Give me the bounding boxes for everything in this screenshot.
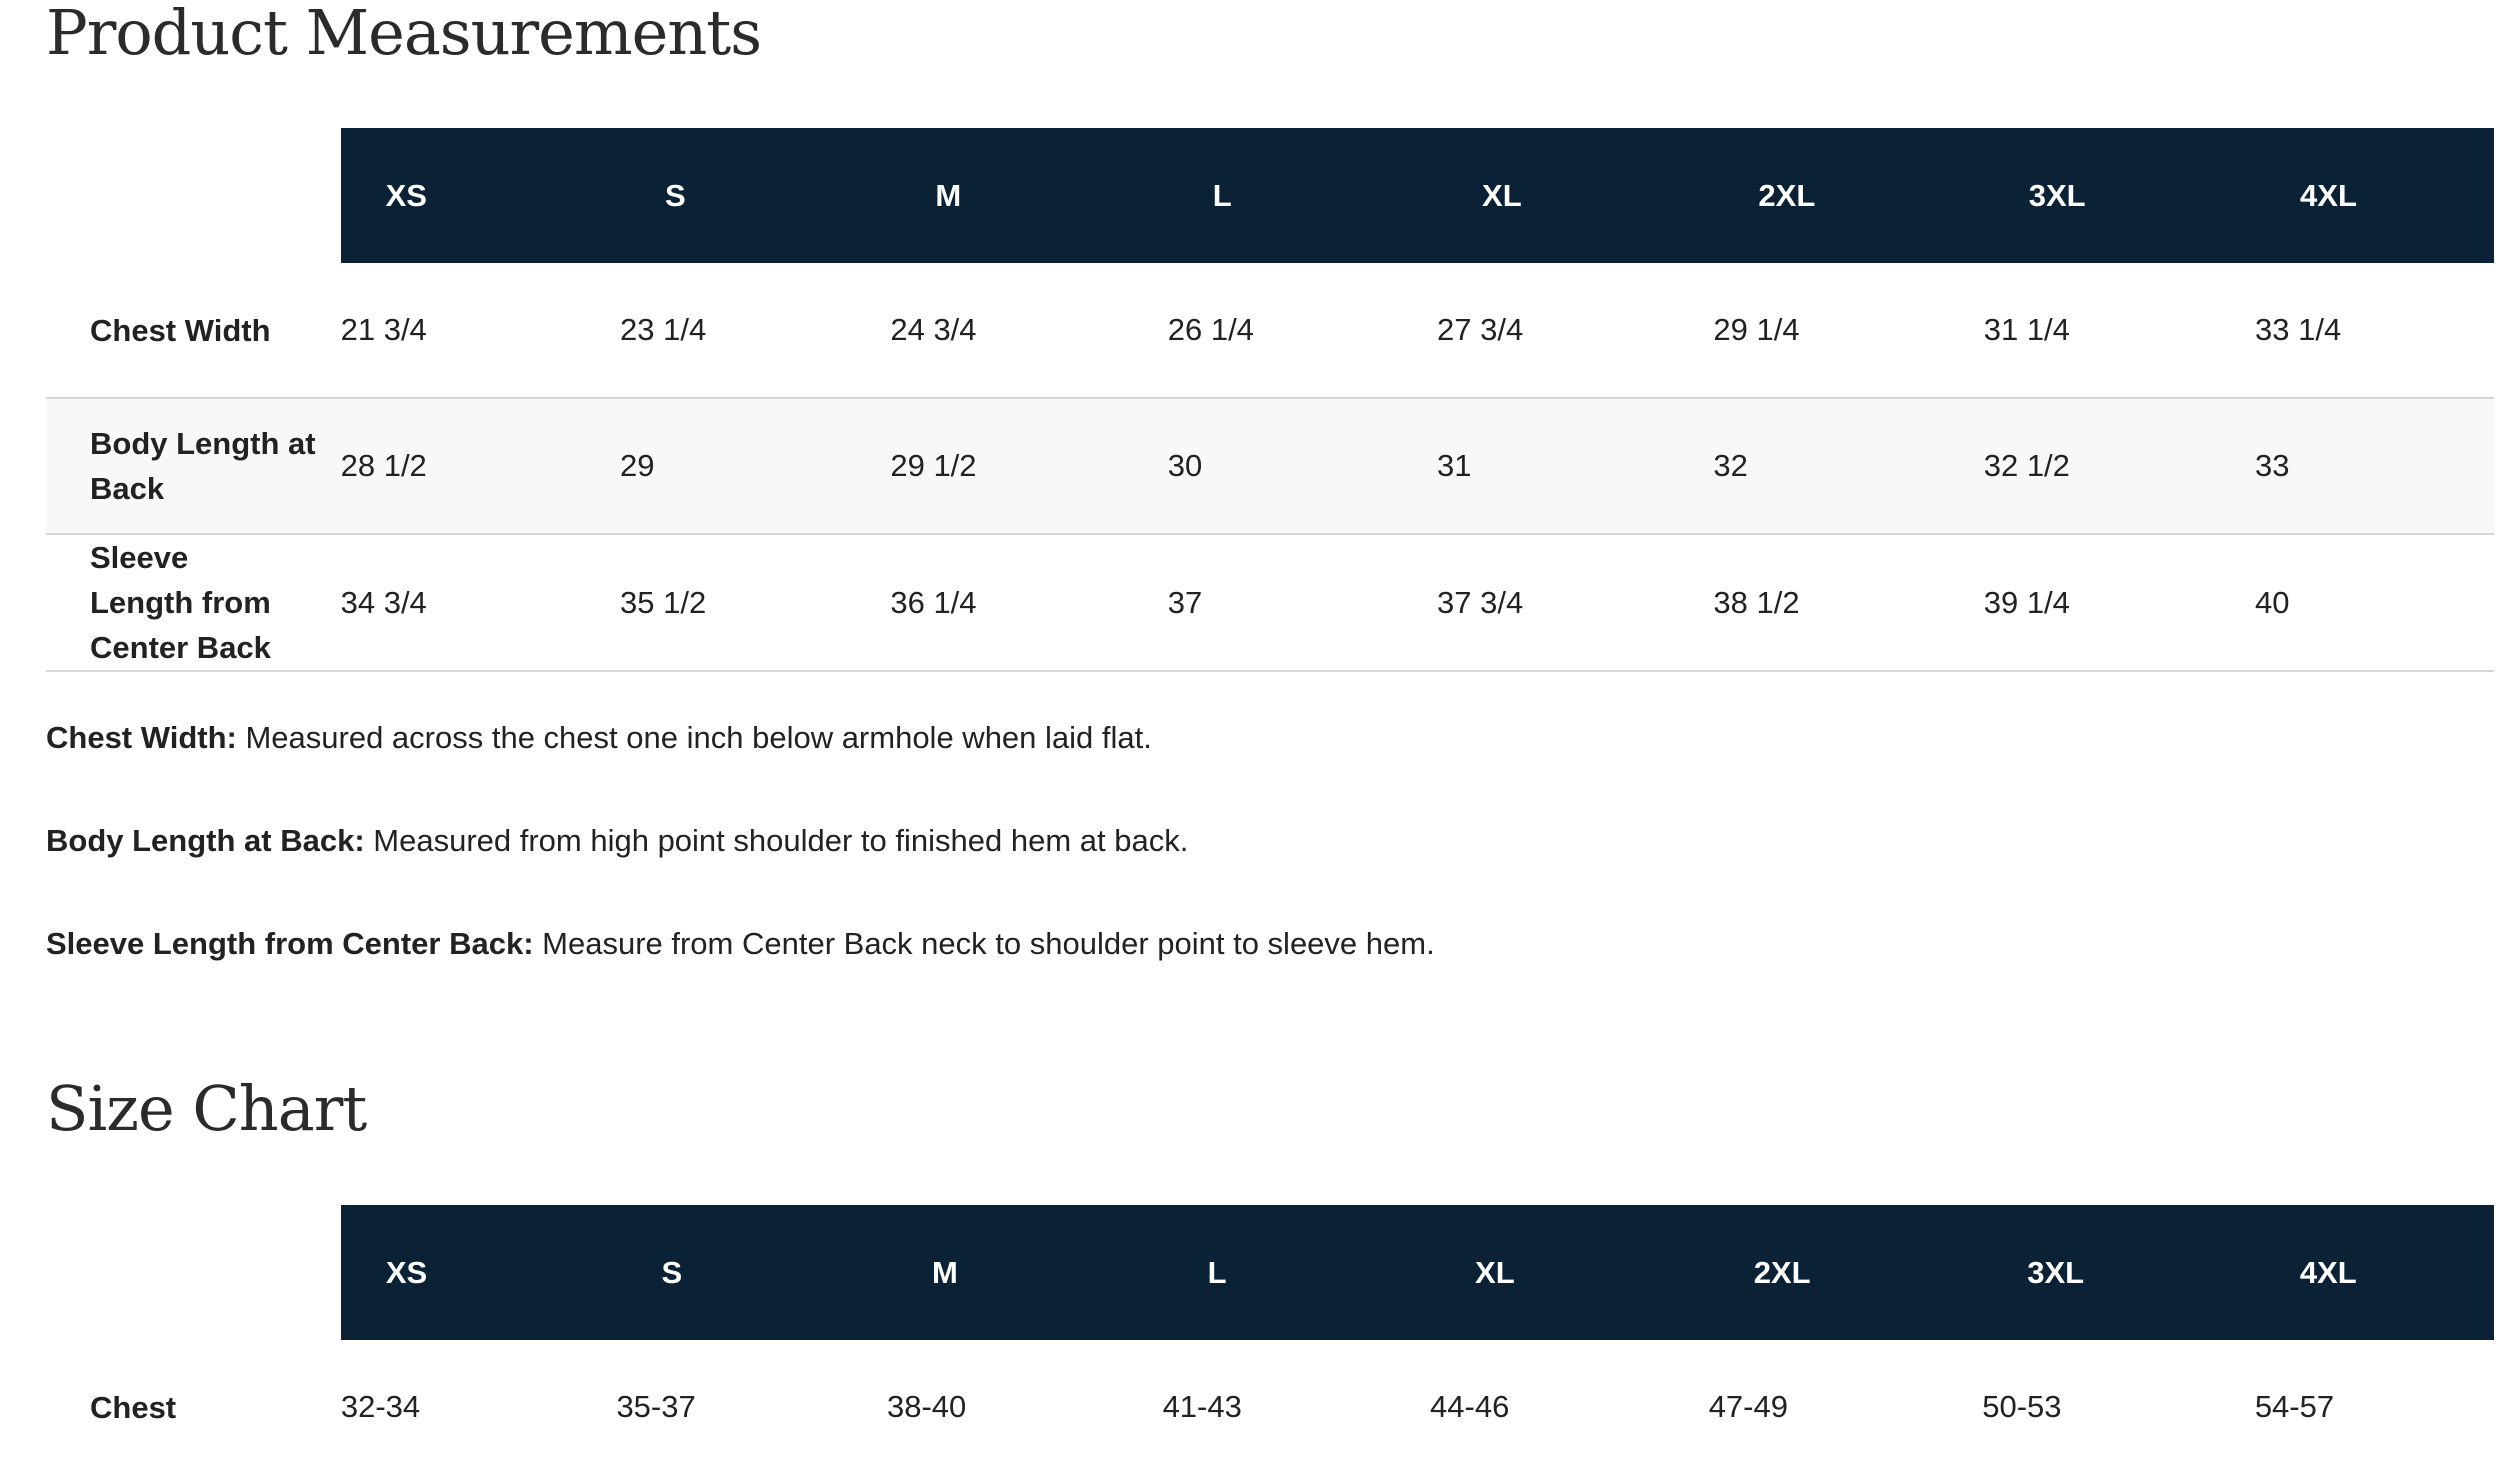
table-cell: 26 1/4 xyxy=(1168,263,1437,398)
table-cell: 33 1/4 xyxy=(2255,263,2494,398)
table-cell: 21 3/4 xyxy=(341,263,620,398)
table-cell: 36 1/4 xyxy=(890,534,1167,671)
size-header: 4XL xyxy=(2255,1205,2494,1340)
table-cell: 28 1/2 xyxy=(341,398,620,534)
table-cell: 24 3/4 xyxy=(890,263,1167,398)
table-cell: 32-34 xyxy=(340,1389,421,1424)
size-header: M xyxy=(887,1205,1163,1340)
header-corner-cell xyxy=(46,128,341,263)
table-row-chest-width xyxy=(46,263,2494,398)
note-term: Body Length at Back: xyxy=(46,823,365,858)
table-cell: 35 1/2 xyxy=(620,534,890,671)
size-chart-heading: Size Chart xyxy=(46,1072,367,1145)
row-label: Sleeve Length from Center Back xyxy=(46,534,341,671)
size-header: L xyxy=(1168,128,1437,263)
table-cell: 38 1/2 xyxy=(1713,534,1983,671)
table-header-row xyxy=(46,1205,2494,1340)
note-chest-width xyxy=(46,718,1435,758)
note-text: Measured from high point shoulder to finished hem at back. xyxy=(364,823,1189,858)
table-cell: 29 1/2 xyxy=(890,398,1167,534)
note-text: Measured across the chest one inch below armhole when laid flat. xyxy=(236,720,1152,755)
table-cell: 33 xyxy=(2255,398,2494,534)
table-cell: 39 1/4 xyxy=(1984,534,2255,671)
table-cell: 44-46 xyxy=(1430,1389,1510,1424)
size-header: 2XL xyxy=(1709,1205,1983,1340)
size-header: S xyxy=(616,1205,887,1340)
note-sleeve-length xyxy=(46,924,1435,964)
row-label: Chest Width xyxy=(46,263,341,398)
product-measurements-table xyxy=(46,128,2494,672)
size-header: XL xyxy=(1430,1205,1709,1340)
table-cell: 41-43 xyxy=(1162,1389,1242,1424)
size-header: 3XL xyxy=(1984,128,2255,263)
table-cell: 40 xyxy=(2255,534,2494,671)
table-cell: 54-57 xyxy=(2254,1389,2335,1424)
row-label: Body Length at Back xyxy=(46,398,341,534)
header-corner-cell xyxy=(46,1205,341,1340)
size-header: 2XL xyxy=(1713,128,1983,263)
size-header: XS xyxy=(341,1205,617,1340)
table-cell: 50-53 xyxy=(1982,1389,2062,1424)
size-chart-table xyxy=(46,1205,2494,1474)
table-cell: 47-49 xyxy=(1708,1389,1788,1424)
note-term: Chest Width: xyxy=(46,720,237,755)
table-cell: 31 1/4 xyxy=(1984,263,2255,398)
table-row-body-length xyxy=(46,398,2494,534)
table-cell: 34 3/4 xyxy=(341,534,620,671)
table-cell: 35-37 xyxy=(616,1389,696,1424)
table-header-row xyxy=(46,128,2494,263)
table-cell: 30 xyxy=(1168,398,1437,534)
note-body-length xyxy=(46,821,1435,861)
size-header: L xyxy=(1163,1205,1430,1340)
table-cell: 27 3/4 xyxy=(1437,263,1713,398)
note-term: Sleeve Length from Center Back: xyxy=(46,926,534,961)
table-cell: 23 1/4 xyxy=(620,263,890,398)
size-header: S xyxy=(620,128,890,263)
size-header: 3XL xyxy=(1982,1205,2255,1340)
size-header: 4XL xyxy=(2255,128,2494,263)
size-header: XS xyxy=(341,128,620,263)
size-header: M xyxy=(890,128,1167,263)
table-cell: 38-40 xyxy=(886,1389,967,1424)
measurement-notes xyxy=(46,718,1435,1027)
table-cell: 31 xyxy=(1437,398,1713,534)
product-measurements-heading: Product Measurements xyxy=(46,0,762,69)
table-cell: 29 1/4 xyxy=(1713,263,1983,398)
row-label: Chest xyxy=(90,1389,177,1425)
size-header: XL xyxy=(1437,128,1713,263)
table-cell: 32 xyxy=(1713,398,1983,534)
table-cell: 37 3/4 xyxy=(1437,534,1713,671)
table-row-chest xyxy=(46,1340,2494,1474)
note-text: Measure from Center Back neck to shoulder point to sleeve hem. xyxy=(533,926,1435,961)
table-cell: 29 xyxy=(620,398,890,534)
table-cell: 37 xyxy=(1168,534,1437,671)
table-cell: 32 1/2 xyxy=(1984,398,2255,534)
table-row-sleeve-length xyxy=(46,534,2494,671)
